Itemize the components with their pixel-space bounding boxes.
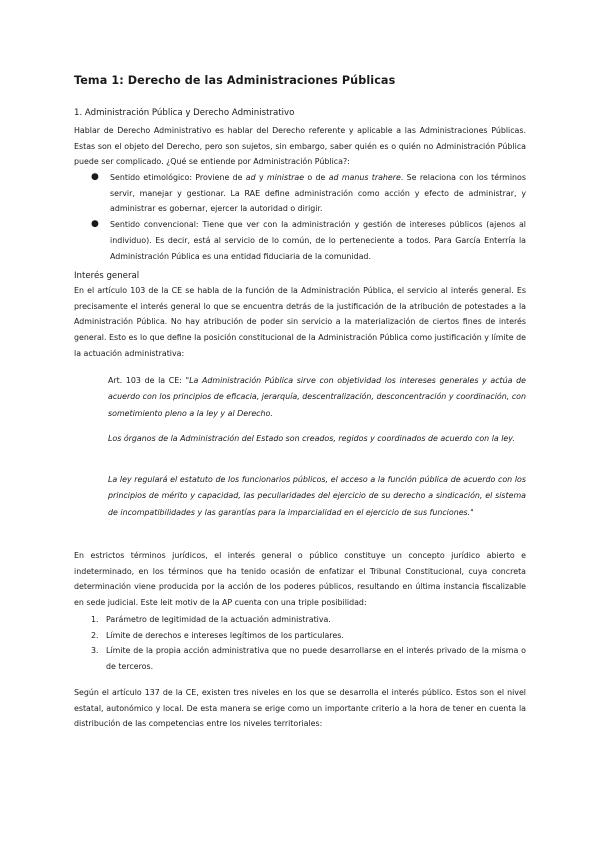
section-heading: 1. Administración Pública y Derecho Administrativo — [74, 108, 295, 118]
list-item: 2. Límite de derechos e intereses legítimos de los particulares. — [91, 630, 344, 640]
interes-paragraph: En el artículo 103 de la CE se habla de la función de la Administración Pública, el servicio al interés general. Es precisamente el interés general lo que se encuentra detrás de la justificación de la atribución de potestades a la Administración Pública. No hay atribución de poder sin servicio a la materialización de ciertos fines de interés general. Esto es lo que define la posición constitucional de la Administración Pública como justificación y límite de la actuación administrativa: — [74, 286, 526, 358]
niveles-paragraph: Según el artículo 137 de la CE, existen tres niveles en los que se desarrolla el interés público. Estos son el nivel estatal, autonómico y local. De esta manera se erige como un importante criterio a la hora de tener en cuenta la distribución de las competencias entre los niveles territoriales: — [74, 688, 526, 729]
bullet-icon: ● — [91, 172, 99, 182]
quote-paragraph-2: Los órganos de la Administración del Estado son creados, regidos y coordinados de acuerdo con la ley. — [108, 434, 515, 443]
list-item: ● Sentido etimológico: Proviene de ad y ministrae o de ad manus trahere. Se relaciona con los términos servir, manejar y gestionar. La RAE define administración como acción y efecto de administrar, y administrar es gobernar, ejercer la autoridad o dirigir. — [91, 172, 527, 214]
list-item: 1. Parámetro de legitimidad de la actuación administrativa. — [91, 615, 331, 624]
quote-paragraph-1: Art. 103 de la CE: "La Administración Pública sirve con objetividad los intereses generales y actúa de acuerdo con los principios de eficacia, jerarquía, descentralización, desconcentración y coordinación, con sometimiento pleno a la ley y al Derecho. — [108, 376, 526, 418]
numbered-list — [74, 612, 526, 675]
bullet-icon: ● — [91, 219, 99, 230]
page-title: Tema 1: Derecho de las Administraciones Públicas — [74, 74, 396, 87]
list-item: 3. Límite de la propia acción administrativa que no puede desarrollarse en el interés privado de la misma o de terceros. — [91, 646, 526, 672]
subsection-heading: Interés general — [74, 271, 140, 281]
terminos-paragraph: En estrictos términos jurídicos, el interés general o público constituye un concepto jurídico abierto e indeterminado, en los términos que ha tenido ocasión de enfatizar el Tribunal Constitucional, cuya concreta determinación viene producida por la acción de los poderes públicos, resultando en última instancia fiscalizable en sede judicial. Este leit motiv de la AP cuenta con una triple posibilidad: — [74, 551, 526, 608]
bullet-list — [74, 170, 526, 264]
list-item: ● Sentido convencional: Tiene que ver con la administración y gestión de intereses públicos (ajenos al individuo). Es decir, está al servicio de lo común, de lo perteneciente a todos. Para García Enterría la Administración Pública es una entidad fiduciaria de la comunidad. — [91, 219, 526, 261]
quote-paragraph-3: La ley regulará el estatuto de los funcionarios públicos, el acceso a la función pública de acuerdo con los principios de mérito y capacidad, las peculiaridades del ejercicio de su derecho a sindicación, el sistema de incompatibilidades y las garantías para la imparcialidad en el ejercicio de sus funciones." — [108, 475, 526, 517]
intro-paragraph: Hablar de Derecho Administrativo es hablar del Derecho referente y aplicable a las Administraciones Públicas. Estas son el objeto del Derecho, pero son sujetos, sin embargo, saber quién es o quién no Administración Pública puede ser complicado. ¿Qué se entiende por Administración Pública?: — [74, 126, 526, 167]
